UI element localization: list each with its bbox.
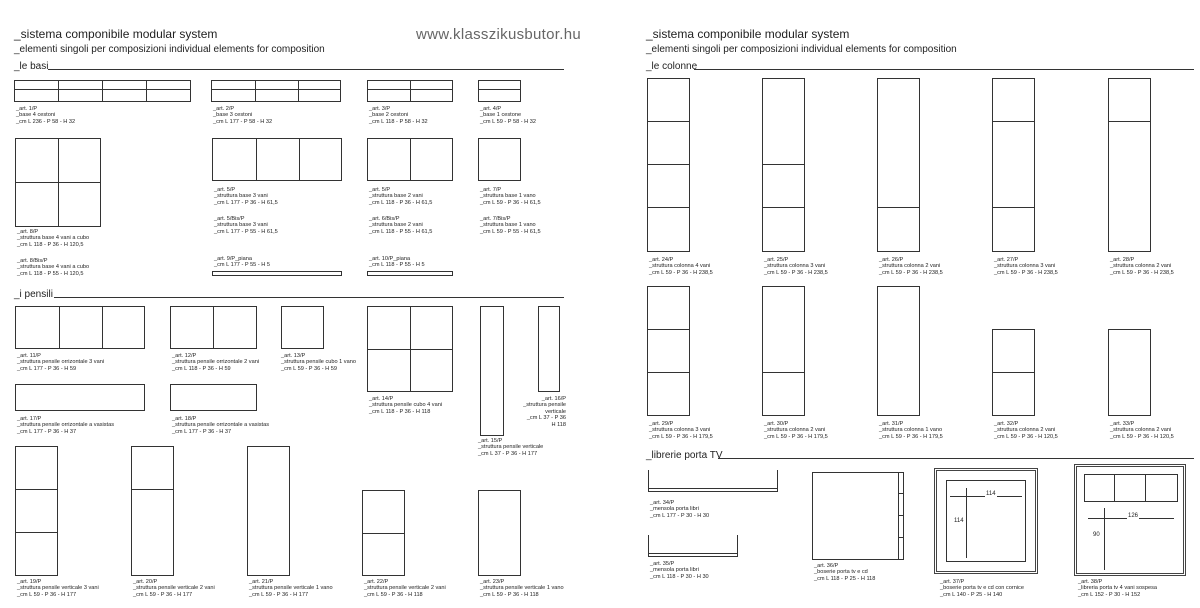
base-2-vani (367, 138, 453, 181)
section-pensili: _i pensili (14, 289, 53, 300)
caption-art-30: _art. 30/P _struttura colonna 2 vani _cm L 59 - P 36 - H 179,5 (764, 421, 828, 440)
section-rule (718, 458, 1194, 459)
section-rule (694, 69, 1194, 70)
base-1-drawer (478, 80, 521, 102)
caption-art-8bis: _art. 8/Bis/P _struttura base 4 vani a cubo _cm L 118 - P 55 - H 120,5 (17, 258, 90, 277)
caption-art-16: _art. 16/P _struttura pensile verticale _cm L 37 - P 36 H 118 (523, 396, 566, 428)
caption-art-1: _art. 1/P _base 4 cestoni _cm L 236 - P 58 - H 32 (16, 106, 76, 125)
mensola-34 (648, 470, 778, 490)
left-subtitle: _elementi singoli per composizioni individual elements for composition (14, 44, 325, 55)
mensola-34-base (648, 488, 778, 492)
caption-art-14: _art. 14/P _struttura pensile cubo 4 vani _cm L 118 - P 36 - H 118 (369, 396, 443, 415)
pensile-2-vani (170, 306, 257, 349)
dim-37-height: 114 (954, 518, 964, 524)
caption-art-7bis: _art. 7/Bis/P _struttura base 1 vano _cm L 59 - P 55 - H 61,5 (480, 216, 541, 235)
mensola-35-base (648, 553, 738, 557)
caption-art-28: _art. 28/P _struttura colonna 2 vani _cm L 59 - P 36 - H 238,5 (1110, 257, 1174, 276)
caption-art-5: _art. 5/P _struttura base 3 vani _cm L 177 - P 36 - H 61,5 (214, 187, 278, 206)
caption-art-11: _art. 11/P _struttura pensile orrizontale 3 vani _cm L 177 - P 36 - H 59 (17, 353, 105, 372)
pensile-vasistas-17 (15, 384, 145, 411)
caption-art-35: _art. 35/P _mensola porta libri _cm L 118 - P 30 - H 30 (650, 561, 709, 580)
base-4-cube (15, 138, 101, 227)
caption-art-25: _art. 25/P _struttura colonna 3 vani _cm L 59 - P 36 - H 238,5 (764, 257, 828, 276)
section-colonne: _le colonne (646, 61, 698, 72)
pensile-verticale-15 (480, 306, 504, 436)
base-2-drawers (367, 80, 453, 102)
caption-art-31: _art. 31/P _struttura colonna 1 vano _cm L 59 - P 36 - H 179,5 (879, 421, 943, 440)
colonna-h120-2-vani (992, 329, 1035, 416)
pensile-vert-3-vani (15, 446, 58, 576)
caption-art-34: _art. 34/P _mensola porta libri _cm L 177 - P 30 - H 30 (650, 500, 710, 519)
caption-art-3: _art. 3/P _base 2 cestoni _cm L 118 - P 58 - H 32 (369, 106, 428, 125)
colonna-3-vani-b (992, 78, 1035, 252)
caption-art-20: _art. 20/P _struttura pensile verticale 2 vani _cm L 59 - P 36 - H 177 (133, 579, 215, 598)
caption-art-12: _art. 12/P _struttura pensile orrizontale 2 vani _cm L 118 - P 36 - H 59 (172, 353, 260, 372)
caption-art-38: _art. 38/P _libreria porta tv 4 vani sospesa _cm L 152 - P 30 - H 152 (1078, 579, 1157, 598)
caption-art-8: _art. 8/P _struttura base 4 vani a cubo _cm L 118 - P 36 - H 120,5 (17, 229, 90, 248)
section-rule (48, 69, 564, 70)
caption-art-6bis: _art. 6/Bis/P _struttura base 2 vani _cm L 118 - P 55 - H 61,5 (369, 216, 433, 235)
colonna-h120-2-vani-b (1108, 329, 1151, 416)
colonna-h179-1-vano (877, 286, 920, 416)
pensile-vasistas-18 (170, 384, 257, 411)
caption-art-2: _art. 2/P _base 3 cestoni _cm L 177 - P 58 - H 32 (213, 106, 273, 125)
colonna-2-vani-b (1108, 78, 1151, 252)
caption-art-17: _art. 17/P _struttura pensile orrizontale a vasistas _cm L 177 - P 36 - H 37 (17, 416, 115, 435)
libreria-38-shelf (1084, 474, 1178, 502)
caption-art-26: _art. 26/P _struttura colonna 2 vani _cm L 59 - P 36 - H 238,5 (879, 257, 943, 276)
caption-art-19: _art. 19/P _struttura pensile verticale 3 vani _cm L 59 - P 36 - H 177 (17, 579, 99, 598)
pensile-vert-2-vani-118 (362, 490, 405, 576)
colonna-h179-3-vani (647, 286, 690, 416)
caption-art-4: _art. 4/P _base 1 cestone _cm L 59 - P 58 - H 32 (480, 106, 536, 125)
pensile-verticale-16 (538, 306, 560, 392)
base-3-drawers (211, 80, 341, 102)
caption-art-37: _art. 37/P _boserie porta tv e cd con cornice _cm L 140 - P 25 - H 140 (940, 579, 1024, 598)
caption-art-27: _art. 27/P _struttura colonna 3 vani _cm L 59 - P 36 - H 238,5 (994, 257, 1058, 276)
dim-37-width: 114 (986, 491, 996, 497)
dimension-line (1104, 508, 1105, 570)
mensola-35 (648, 535, 738, 555)
caption-art-15: _art. 15/P _struttura pensile verticale _cm L 37 - P 36 - H 177 (478, 438, 544, 457)
pensile-cubo-4 (367, 306, 453, 392)
pensile-vert-1-vano (247, 446, 290, 576)
boiserie-36 (812, 472, 900, 560)
right-subtitle: _elementi singoli per composizioni individual elements for composition (646, 44, 957, 55)
watermark: www.klasszikusbutor.hu (416, 26, 582, 43)
caption-art-29: _art. 29/P _struttura colonna 3 vani _cm L 59 - P 36 - H 179,5 (649, 421, 713, 440)
pensile-vert-1-vano-118 (478, 490, 521, 576)
colonna-2-vani (877, 78, 920, 252)
section-rule (54, 297, 564, 298)
section-basi: _le basi (14, 61, 49, 72)
pensile-cubo-1 (281, 306, 324, 349)
caption-art-21: _art. 21/P _struttura pensile verticale 1 vano _cm L 59 - P 36 - H 177 (249, 579, 333, 598)
caption-art-5bis: _art. 5/Bis/P _struttura base 3 vani _cm L 177 - P 55 - H 61,5 (214, 216, 278, 235)
caption-art-18: _art. 18/P _struttura pensile orrizontale a vasistas _cm L 177 - P 36 - H 37 (172, 416, 270, 435)
caption-art-10: _art. 10/P_piana _cm L 118 - P 55 - H 5 (369, 256, 425, 269)
boiserie-36-side (898, 472, 904, 560)
pensile-vert-2-vani (131, 446, 174, 576)
caption-art-6: _art. 5/P _struttura base 2 vani _cm L 118 - P 36 - H 61,5 (369, 187, 433, 206)
dimension-line (966, 488, 967, 558)
caption-art-32: _art. 32/P _struttura colonna 2 vani _cm L 59 - P 36 - H 120,5 (994, 421, 1058, 440)
section-tv: _librerie porta TV (646, 450, 723, 461)
shelf-art-10 (367, 271, 453, 276)
base-3-vani (212, 138, 342, 181)
shelf-art-9 (212, 271, 342, 276)
caption-art-13: _art. 13/P _struttura pensile cubo 1 vano _cm L 59 - P 36 - H 59 (281, 353, 356, 372)
colonna-4-vani (647, 78, 690, 252)
colonna-h179-2-vani (762, 286, 805, 416)
caption-art-33: _art. 33/P _struttura colonna 2 vani _cm L 59 - P 36 - H 120,5 (1110, 421, 1174, 440)
base-1-vano (478, 138, 521, 181)
caption-art-23: _art. 23/P _struttura pensile verticale 1 vano _cm L 59 - P 36 - H 118 (480, 579, 564, 598)
caption-art-36: _art. 36/P _boserie porta tv e cd _cm L 118 - P 25 - H 118 (814, 563, 876, 582)
right-title: _sistema componibile modular system (646, 27, 850, 41)
colonna-3-vani (762, 78, 805, 252)
caption-art-22: _art. 22/P _struttura pensile verticale 2 vani _cm L 59 - P 36 - H 118 (364, 579, 446, 598)
pensile-3-vani (15, 306, 145, 349)
dim-38-height: 90 (1093, 532, 1100, 538)
caption-art-7: _art. 7/P _struttura base 1 vano _cm L 59 - P 36 - H 61,5 (480, 187, 541, 206)
base-4-drawers (14, 80, 191, 102)
left-title: _sistema componibile modular system (14, 27, 218, 41)
caption-art-9: _art. 9/P_piana _cm L 177 - P 55 - H 5 (214, 256, 270, 269)
dim-38-width: 126 (1128, 513, 1139, 519)
caption-art-24: _art. 24/P _struttura colonna 4 vani _cm L 59 - P 36 - H 238,5 (649, 257, 713, 276)
